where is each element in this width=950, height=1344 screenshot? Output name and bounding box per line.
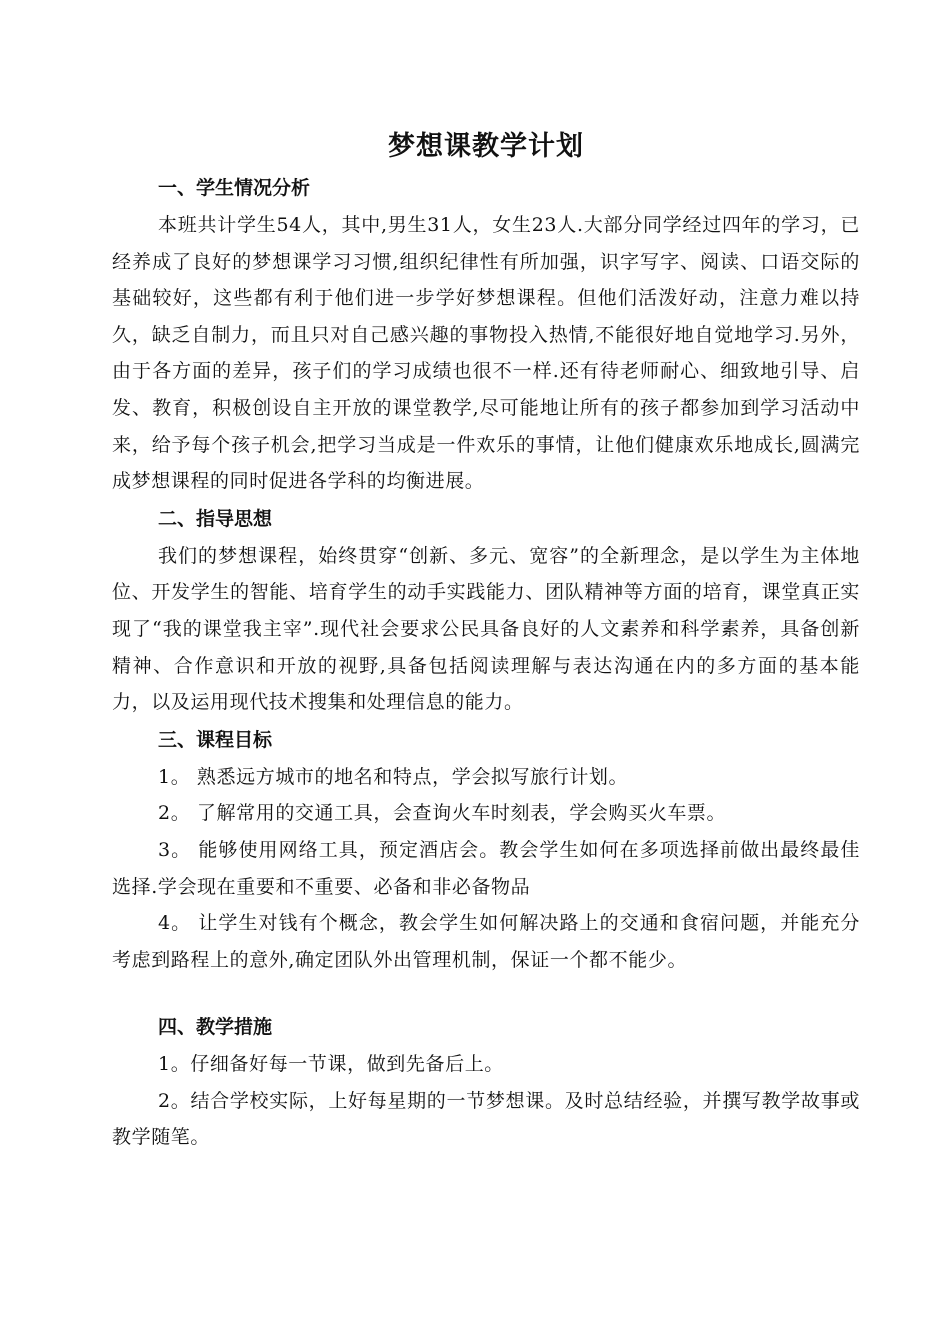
- section-guiding-thought: [112, 500, 860, 721]
- list-item: 1。仔细备好每一节课，做到先备后上。: [158, 1053, 504, 1076]
- section-heading: 三、课程目标: [158, 728, 273, 751]
- section-heading: 一、学生情况分析: [158, 177, 311, 199]
- list-item: 3。 能够使用网络工具，预定酒店会。教会学生如何在多项选择前做出最终最佳选择.学会现在重要和不重要、必备和非必备物品: [112, 838, 860, 898]
- section-student-analysis: [112, 169, 860, 500]
- section-course-goals: [112, 721, 860, 979]
- section-heading: 四、教学措施: [158, 1016, 273, 1039]
- section-heading: 二、指导思想: [158, 507, 273, 530]
- section-paragraph: 我们的梦想课程，始终贯穿“创新、多元、宽容”的全新理念，是以学生为主体地位、开发学生的智能、培育学生的动手实践能力、团队精神等方面的培育，课堂真正实现了“我的课堂我主宰”.现代社会要求公民具备良好的人文素养和科学素养，具备创新精神、合作意识和开放的视野,具备包括阅读理解与表达沟通在内的多方面的基本能力，以及运用现代技术搜集和处理信息的能力。: [112, 544, 860, 714]
- document-page: [112, 125, 860, 1156]
- list-item: 2。 了解常用的交通工具，会查询火车时刻表，学会购买火车票。: [158, 802, 727, 825]
- section-teaching-measures: [112, 1008, 860, 1156]
- list-item: 2。结合学校实际，上好每星期的一节梦想课。及时总结经验，并撰写教学故事或教学随笔。: [112, 1089, 860, 1149]
- section-paragraph: 本班共计学生54人，其中,男生31人，女生23人.大部分同学经过四年的学习，已经养成了良好的梦想课学习习惯,组织纪律性有所加强，识字写字、阅读、口语交际的基础较好，这些都有利于他们进一步学好梦想课程。但他们活泼好动，注意力难以持久，缺乏自制力，而且只对自己感兴趣的事物投入热情,不能很好地自觉地学习.另外，由于各方面的差异，孩子们的学习成绩也很不一样.还有待老师耐心、细致地引导、启发、教育，积极创设自主开放的课堂教学,尽可能地让所有的孩子都参加到学习活动中来，给予每个孩子机会,把学习当成是一件欢乐的事情，让他们健康欢乐地成长,圆满完成梦想课程的同时促进各学科的均衡进展。: [112, 214, 860, 493]
- list-item: 4。 让学生对钱有个概念，教会学生如何解决路上的交通和食宿问题，并能充分考虑到路程上的意外,确定团队外出管理机制，保证一个都不能少。: [112, 912, 860, 971]
- document-title: 梦想课教学计划: [388, 131, 584, 162]
- list-item: 1。 熟悉远方城市的地名和特点，学会拟写旅行计划。: [158, 765, 629, 788]
- blank-line: [112, 978, 860, 1008]
